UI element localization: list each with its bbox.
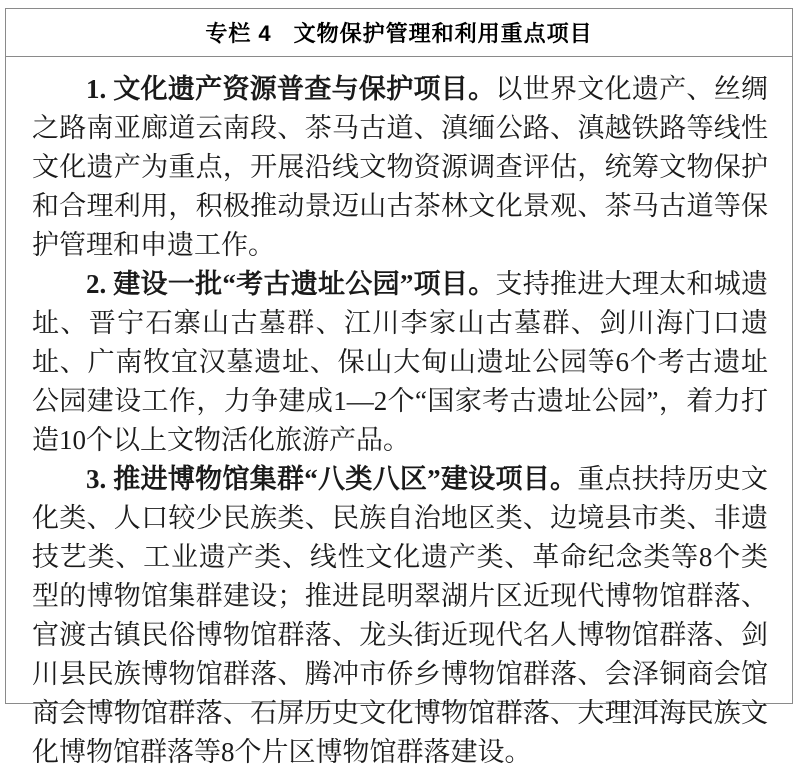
paragraph-1-number: 1.	[86, 74, 107, 104]
paragraph-1-lead	[86, 74, 495, 104]
paragraph-2-lead-text: 建设一批“考古遗址公园”项目。	[113, 269, 496, 299]
paragraph-3-body-text: 重点扶持历史文化类、人口较少民族类、民族自治地区类、边境县市类、非遗技艺类、工业遗产类、线性文化遗产类、革命纪念类等8个类型的博物馆集群建设；推进昆明翠湖片区近现代博物馆群落、官渡古镇民俗博物馆群落、龙头街近现代名人博物馆群落、剑川县民族博物馆群落、腾冲市侨乡博物馆群落、会泽铜商会馆商会博物馆群落、石屏历史文化博物馆群落、大理洱海民族文化博物馆群落等8个片区博物馆群落建设。	[32, 464, 769, 767]
column-panel	[5, 8, 793, 767]
paragraph-2-lead	[86, 269, 495, 299]
panel-title-bar	[6, 9, 792, 57]
panel-title-prefix: 专栏 4	[205, 21, 272, 46]
paragraph-3-number: 3.	[86, 464, 107, 494]
paragraph-1-lead-text: 文化遗产资源普查与保护项目。	[113, 74, 496, 104]
paragraph-2-number: 2.	[86, 269, 107, 299]
paragraph-3-lead	[86, 464, 577, 494]
paragraph-project-2	[32, 265, 768, 460]
paragraph-3-lead-text: 推进博物馆集群“八类八区”建设项目。	[113, 464, 578, 494]
panel-body	[6, 57, 792, 772]
paragraph-project-1	[32, 70, 768, 265]
paragraph-project-3	[32, 460, 768, 772]
paragraph-2-body-text: 支持推进大理太和城遗址、晋宁石寨山古墓群、江川李家山古墓群、剑川海门口遗址、广南牧宜汉墓遗址、保山大甸山遗址公园等6个考古遗址公园建设工作，力争建成1—2个“国家考古遗址公园”，着力打造10个以上文物活化旅游产品。	[32, 269, 769, 455]
paragraph-1-body-text: 以世界文化遗产、丝绸之路南亚廊道云南段、茶马古道、滇缅公路、滇越铁路等线性文化遗产为重点，开展沿线文物资源调查评估，统筹文物保护和合理利用，积极推动景迈山古茶林文化景观、茶马古道等保护管理和申遗工作。	[32, 74, 769, 260]
title-gap-spacer	[272, 32, 294, 33]
panel-title-text: 文物保护管理和利用重点项目	[293, 21, 593, 46]
